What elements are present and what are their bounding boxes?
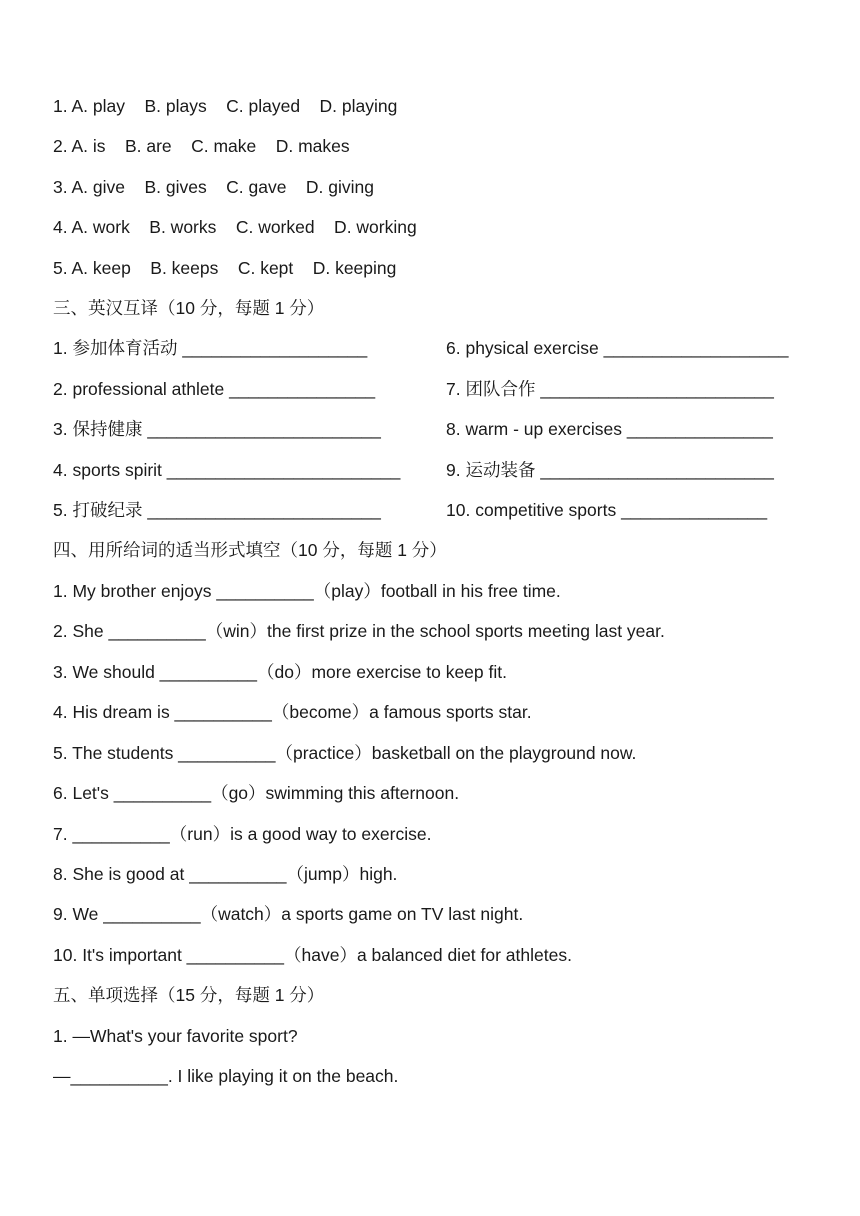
fill-blank-item: 4. His dream is __________（become）a famous sports star. [53,702,532,722]
translation-item: 9. 运动装备 ________________________ [446,460,774,480]
fill-blank-item: 8. She is good at __________（jump）high. [53,864,398,884]
fill-blank-item: 9. We __________（watch）a sports game on TV last night. [53,904,524,924]
translation-item: 1. 参加体育活动 ___________________ [53,338,368,358]
fill-blank-item: 7. __________（run）is a good way to exercise. [53,824,432,844]
fill-blank-item: 10. It's important __________（have）a balanced diet for athletes. [53,945,572,965]
translation-item: 4. sports spirit ________________________ [53,460,401,480]
section3-heading: 三、英汉互译（10 分，每题 1 分） [53,298,325,318]
translation-item: 7. 团队合作 ________________________ [446,379,774,399]
question-line: 1. —What's your favorite sport? [53,1026,298,1046]
mc-option-line: 5. A. keep B. keeps C. kept D. keeping [53,258,397,278]
translation-item: 8. warm - up exercises _______________ [446,419,773,439]
mc-option-line: 2. A. is B. are C. make D. makes [53,136,350,156]
mc-option-line: 1. A. play B. plays C. played D. playing [53,96,398,116]
section5-heading: 五、单项选择（15 分，每题 1 分） [53,985,325,1005]
mc-option-line: 4. A. work B. works C. worked D. working [53,217,417,237]
answer-line: —__________. I like playing it on the beach. [53,1066,399,1086]
mc-option-line: 3. A. give B. gives C. gave D. giving [53,177,374,197]
fill-blank-item: 5. The students __________（practice）basketball on the playground now. [53,743,637,763]
translation-item: 10. competitive sports _______________ [446,500,768,520]
translation-item: 3. 保持健康 ________________________ [53,419,381,439]
section4-heading: 四、用所给词的适当形式填空（10 分，每题 1 分） [53,540,447,560]
translation-item: 6. physical exercise ___________________ [446,338,789,358]
fill-blank-item: 2. She __________（win）the first prize in the school sports meeting last year. [53,621,665,641]
translation-item: 2. professional athlete _______________ [53,379,376,399]
fill-blank-item: 3. We should __________（do）more exercise to keep fit. [53,662,507,682]
translation-item: 5. 打破纪录 ________________________ [53,500,381,520]
fill-blank-item: 6. Let's __________（go）swimming this afternoon. [53,783,460,803]
fill-blank-item: 1. My brother enjoys __________（play）football in his free time. [53,581,561,601]
